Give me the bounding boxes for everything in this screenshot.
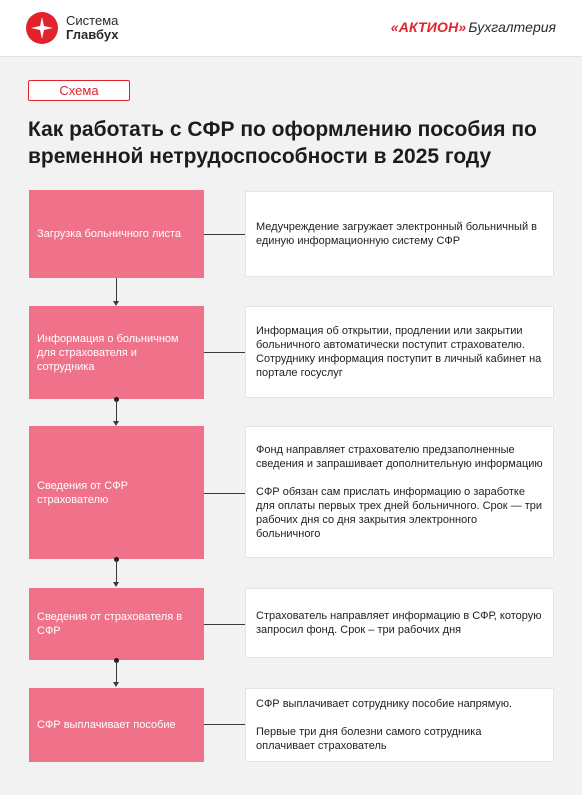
step-description-4 xyxy=(245,588,554,658)
logo-text xyxy=(66,14,119,42)
page-title: Как работать с СФР по оформлению пособия по временной нетрудоспособности в 2025 году xyxy=(28,118,537,168)
step-description-3 xyxy=(245,426,554,558)
flow-arrow-4 xyxy=(116,660,117,682)
step-box-3: Сведения от СФР страхователю xyxy=(29,426,204,559)
description-text: Первые три дня болезни самого сотрудника оплачивает страхователь xyxy=(256,726,482,752)
description-text: СФР обязан сам прислать информацию о заработке для оплаты первых трех дней больничного. Срок — три рабочих дня со дня закрытия электронного больничного xyxy=(256,486,542,540)
step-description-2 xyxy=(245,306,554,398)
description-text: СФР выплачивает сотруднику пособие напрямую. xyxy=(256,698,513,710)
aktion-buhgalteriya-logo[interactable] xyxy=(391,19,556,35)
brand-buhgalteriya: Бухгалтерия xyxy=(468,19,556,35)
brand-aktion: «АКТИОН» xyxy=(390,19,467,35)
connector-4 xyxy=(204,624,245,625)
step-box-1: Загрузка больничного листа xyxy=(29,190,204,278)
connector-5 xyxy=(204,724,245,725)
logo-line-2: Главбух xyxy=(66,27,119,42)
logo-line-1: Система xyxy=(66,13,119,28)
step-box-4: Сведения от страхователя в СФР xyxy=(29,588,204,660)
arrow-head-icon xyxy=(113,682,119,687)
connector-3 xyxy=(204,493,245,494)
connector-2 xyxy=(204,352,245,353)
step-description-5 xyxy=(245,688,554,762)
step-box-5: СФР выплачивает пособие xyxy=(29,688,204,762)
flow-arrow-3 xyxy=(116,559,117,582)
star-logo-icon xyxy=(26,12,58,44)
flow-arrow-2 xyxy=(116,399,117,421)
description-text: Страхователь направляет информацию в СФР, которую запросил фонд. Срок – три рабочих дня xyxy=(256,610,542,636)
description-text: Медучреждение загружает электронный больничный в единую информационную систему СФР xyxy=(256,221,537,247)
page-header xyxy=(0,0,582,57)
description-text: Информация об открытии, продлении или закрытии больничного автоматически поступит страхователю. Сотруднику информация поступит в личный кабинет на портале госуслуг xyxy=(256,325,542,379)
step-box-2: Информация о больничном для страхователя и сотрудника xyxy=(29,306,204,399)
sistema-glavbukh-logo[interactable] xyxy=(26,12,119,44)
step-description-1 xyxy=(245,191,554,277)
connector-1 xyxy=(204,234,245,235)
scheme-badge: Схема xyxy=(28,80,130,101)
description-text: Фонд направляет страхователю предзаполненные сведения и запрашивает дополнительную информацию xyxy=(256,444,543,470)
flow-arrow-1 xyxy=(116,278,117,301)
arrow-head-icon xyxy=(113,582,119,587)
